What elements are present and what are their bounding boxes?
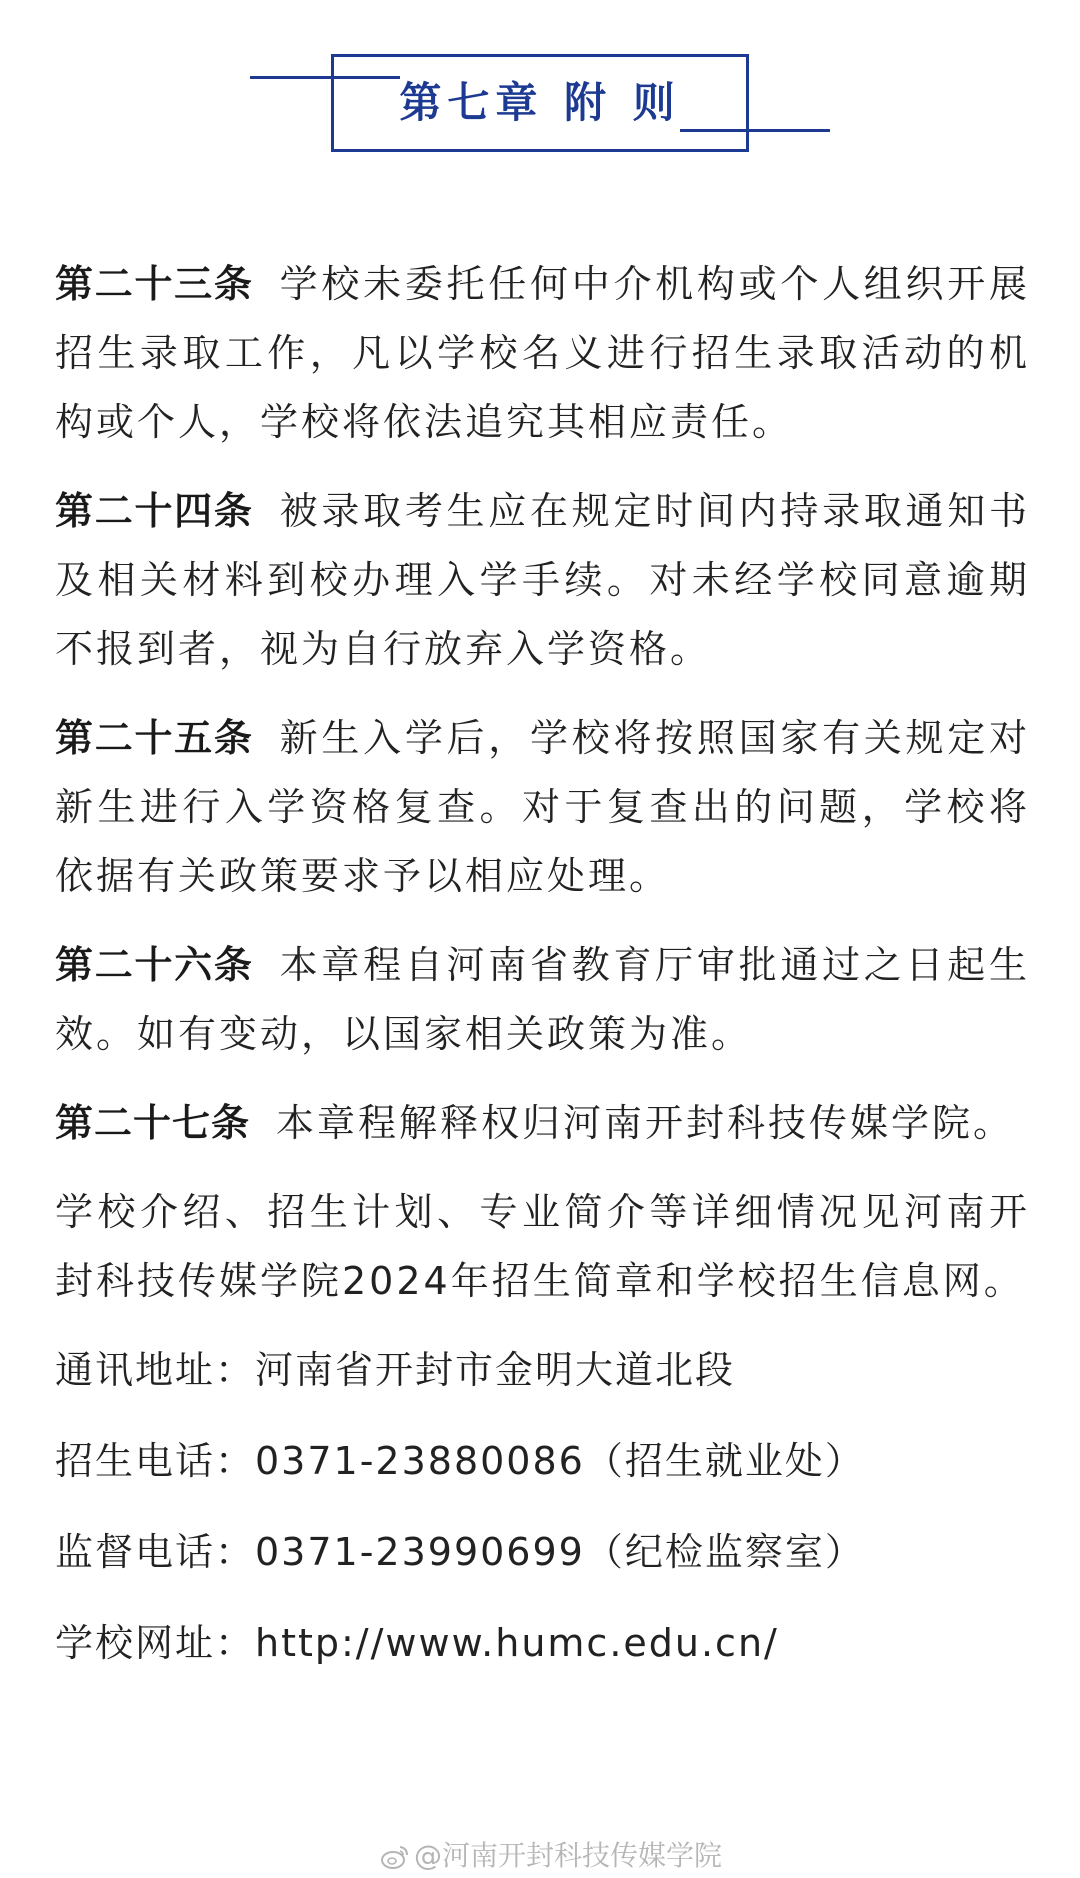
article-23 bbox=[55, 250, 1030, 457]
weibo-icon bbox=[380, 1844, 410, 1870]
contact-admission-phone: 招生电话：0371-23880086（招生就业处） bbox=[55, 1439, 865, 1483]
article-25 bbox=[55, 704, 1030, 911]
watermark-text: @河南开封科技传媒学院 bbox=[414, 1839, 723, 1872]
article-number: 第二十六条 bbox=[55, 943, 254, 987]
article-number: 第二十四条 bbox=[55, 489, 254, 533]
article-number: 第二十七条 bbox=[55, 1101, 251, 1145]
contact-website[interactable]: 学校网址：http://www.humc.edu.cn/ bbox=[55, 1621, 779, 1665]
weibo-watermark bbox=[380, 1836, 740, 1876]
article-text: 学校未委托任何中介机构或个人组织开展招生录取工作，凡以学校名义进行招生录取活动的机构或个人，学校将依法追究其相应责任。 bbox=[55, 262, 1030, 444]
chapter-title: 第七章 附 则 bbox=[399, 78, 681, 127]
article-number: 第二十三条 bbox=[55, 262, 254, 306]
main-content bbox=[55, 250, 1030, 1700]
intro-paragraph: 学校介绍、招生计划、专业简介等详细情况见河南开封科技传媒学院2024年招生简章和学校招生信息网。 bbox=[55, 1190, 1030, 1303]
article-27 bbox=[55, 1089, 1030, 1158]
article-text: 被录取考生应在规定时间内持录取通知书及相关材料到校办理入学手续。对未经学校同意逾期不报到者，视为自行放弃入学资格。 bbox=[55, 489, 1030, 671]
article-24 bbox=[55, 477, 1030, 684]
article-text: 新生入学后，学校将按照国家有关规定对新生进行入学资格复查。对于复查出的问题，学校将依据有关政策要求予以相应处理。 bbox=[55, 716, 1030, 898]
article-26 bbox=[55, 931, 1030, 1069]
contact-supervision-phone: 监督电话：0371-23990699（纪检监察室） bbox=[55, 1530, 865, 1574]
article-text: 本章程自河南省教育厅审批通过之日起生效。如有变动，以国家相关政策为准。 bbox=[55, 943, 1030, 1056]
contact-address: 通讯地址：河南省开封市金明大道北段 bbox=[55, 1348, 736, 1392]
article-text: 本章程解释权归河南开封科技传媒学院。 bbox=[276, 1101, 1015, 1145]
article-number: 第二十五条 bbox=[55, 716, 254, 760]
